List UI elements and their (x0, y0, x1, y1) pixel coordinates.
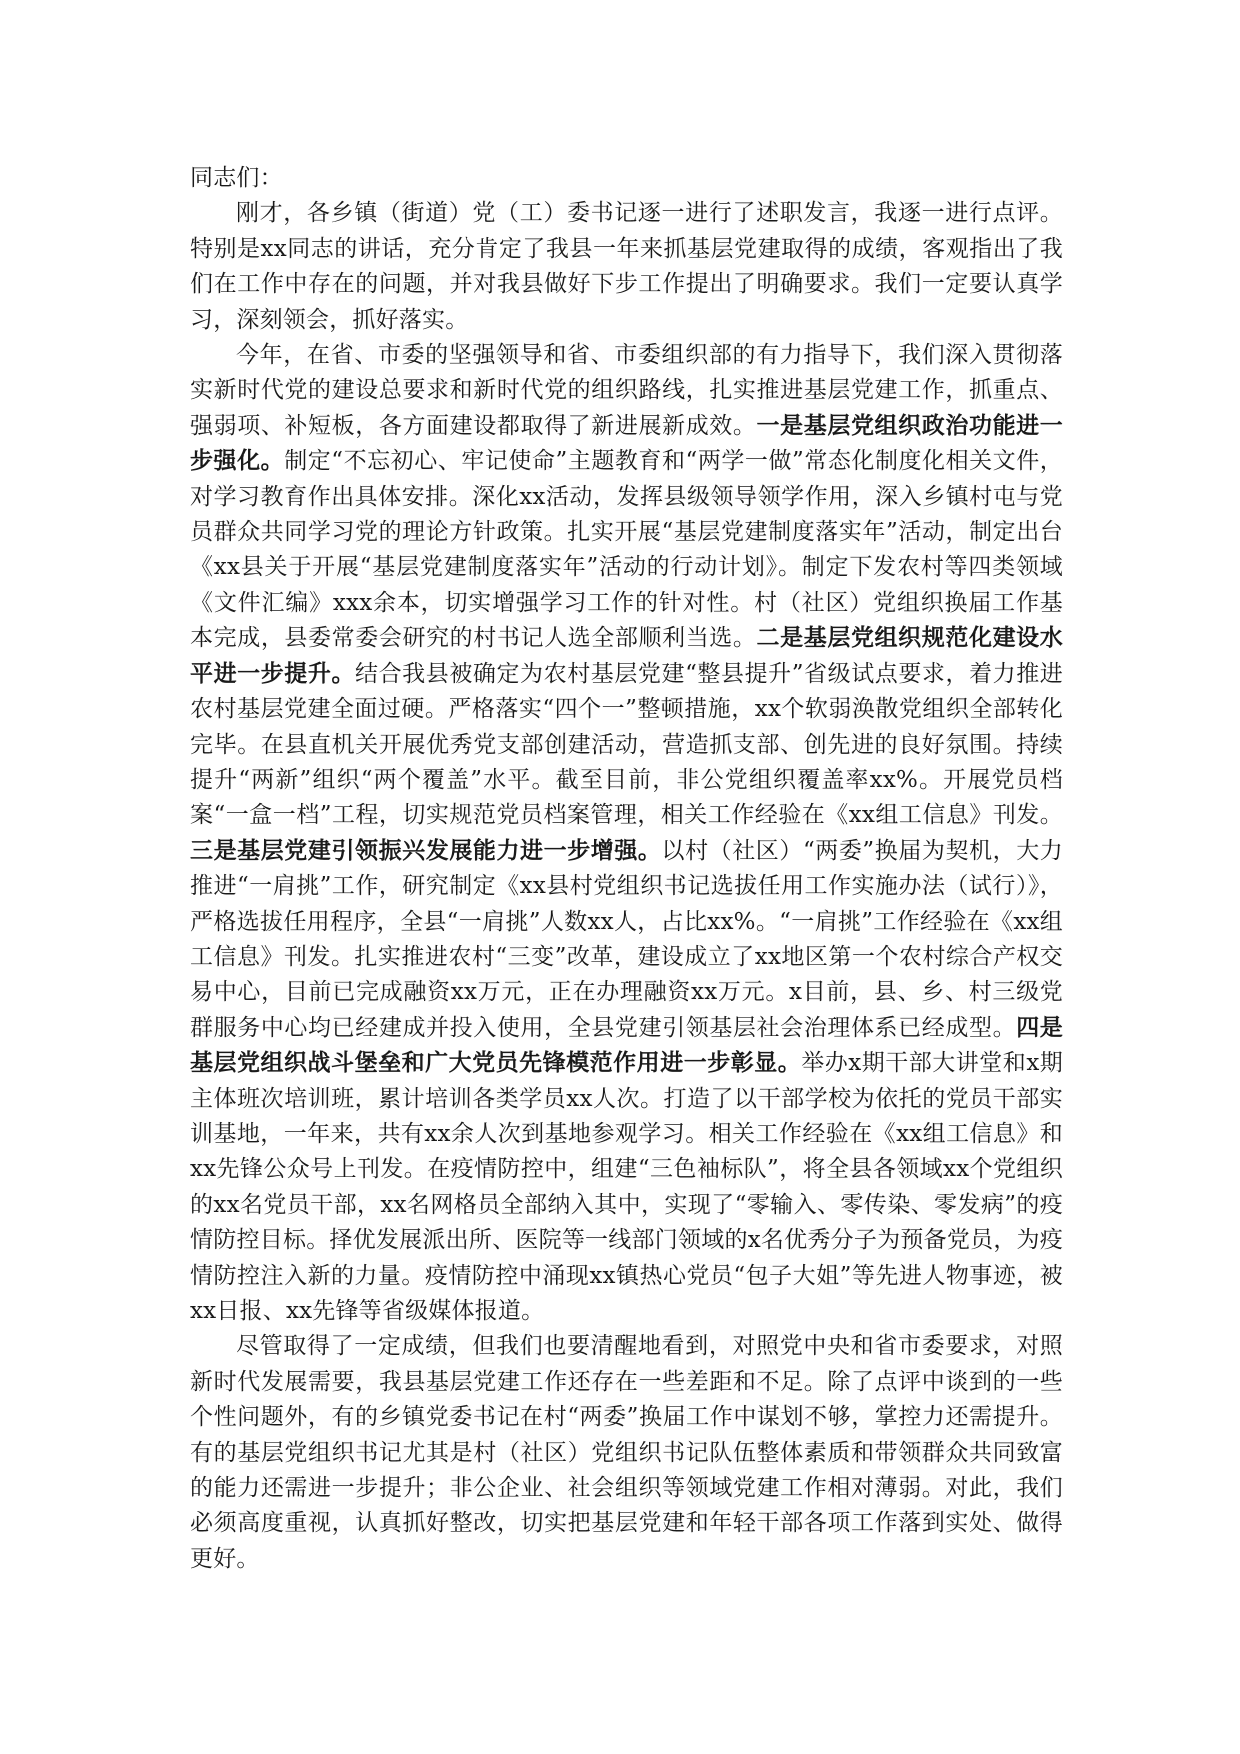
achievement-text-1: 制定“不忘初心、牢记使命”主题教育和“两学一做”常态化制度化相关文件，对学习教育作出具体安排。深化xx活动，发挥县级领导领学作用，深入乡镇村屯与党员群众共同学习党的理论方针政策。扎实开展“基层党建制度落实年”活动，制定出台《xx县关于开展“基层党建制度落实年”活动的行动计划》。制定下发农村等四类领域《文件汇编》xxx余本，切实增强学习工作的针对性。村（社区）党组织换届工作基本完成，县委常委会研究的村书记人选全部顺利当选。 (190, 448, 1063, 652)
achievement-heading-3: 三是基层党建引领振兴发展能力进一步增强。 (190, 837, 662, 864)
paragraph-achievements (190, 338, 1063, 1329)
achievement-heading-1: 一是基层党组织政治功能进一步强化。 (190, 412, 1063, 475)
achievements-intro: 今年，在省、市委的坚强领导和省、市委组织部的有力指导下，我们深入贯彻落实新时代党的建设总要求和新时代党的组织路线，扎实推进基层党建工作，抓重点、强弱项、补短板，各方面建设都取得了新进展新成效。 (190, 342, 1063, 439)
salutation: 同志们： (190, 165, 283, 191)
achievement-text-2: 结合我县被确定为农村基层党建“整县提升”省级试点要求，着力推进农村基层党建全面过硬。严格落实“四个一”整顿措施，xx个软弱涣散党组织全部转化完毕。在县直机关开展优秀党支部创建活动，营造抓支部、创先进的良好氛围。持续提升“两新”组织“两个覆盖”水平。截至目前，非公党组织覆盖率xx%。开展党员档案“一盒一档”工程，切实规范党员档案管理，相关工作经验在《xx组工信息》刊发。 (190, 660, 1063, 829)
achievement-heading-4: 四是基层党组织战斗堡垒和广大党员先锋模范作用进一步彰显。 (190, 1014, 1064, 1077)
paragraph-opening: 刚才，各乡镇（街道）党（工）委书记逐一进行了述职发言，我逐一进行点评。特别是xx同志的讲话，充分肯定了我县一年来抓基层党建取得的成绩，客观指出了我们在工作中存在的问题，并对我县做好下步工作提出了明确要求。我们一定要认真学习，深刻领会，抓好落实。 (190, 200, 1063, 333)
achievement-text-3: 以村（社区）“两委”换届为契机，大力推进“一肩挑”工作，研究制定《xx县村党组织书记选拔任用工作实施办法（试行）》，严格选拔任用程序，全县“一肩挑”人数xx人，占比xx%。“一肩挑”工作经验在《xx组工信息》刊发。扎实推进农村“三变”改革，建设成立了xx地区第一个农村综合产权交易中心，目前已完成融资xx万元，正在办理融资xx万元。x目前，县、乡、村三级党群服务中心均已经建成并投入使用，全县党建引领基层社会治理体系已经成型。 (190, 837, 1063, 1041)
achievement-heading-2: 二是基层党组织规范化建设水平进一步提升。 (190, 625, 1063, 687)
paragraph-shortcomings: 尽管取得了一定成绩，但我们也要清醒地看到，对照党中央和省市委要求，对照新时代发展需要，我县基层党建工作还存在一些差距和不足。除了点评中谈到的一些个性问题外，有的乡镇党委书记在村“两委”换届工作中谋划不够，掌控力还需提升。有的基层党组织书记尤其是村（社区）党组织书记队伍整体素质和带领群众共同致富的能力还需进一步提升；非公企业、社会组织等领域党建工作相对薄弱。对此，我们必须高度重视，认真抓好整改，切实把基层党建和年轻干部各项工作落到实处、做得更好。 (190, 1333, 1063, 1572)
achievement-text-4: 举办x期干部大讲堂和x期主体班次培训班，累计培训各类学员xx人次。打造了以干部学校为依托的党员干部实训基地，一年来，共有xx余人次到基地参观学习。相关工作经验在《xx组工信息》和xx先锋公众号上刊发。在疫情防控中，组建“三色袖标队”，将全县各领域xx个党组织的xx名党员干部，xx名网格员全部纳入其中，实现了“零输入、零传染、零发病”的疫情防控目标。择优发展派出所、医院等一线部门领域的x名优秀分子为预备党员，为疫情防控注入新的力量。疫情防控中涌现xx镇热心党员“包子大姐”等先进人物事迹，被xx日报、xx先锋等省级媒体报道。 (190, 1050, 1063, 1324)
document-body (190, 161, 1063, 1577)
